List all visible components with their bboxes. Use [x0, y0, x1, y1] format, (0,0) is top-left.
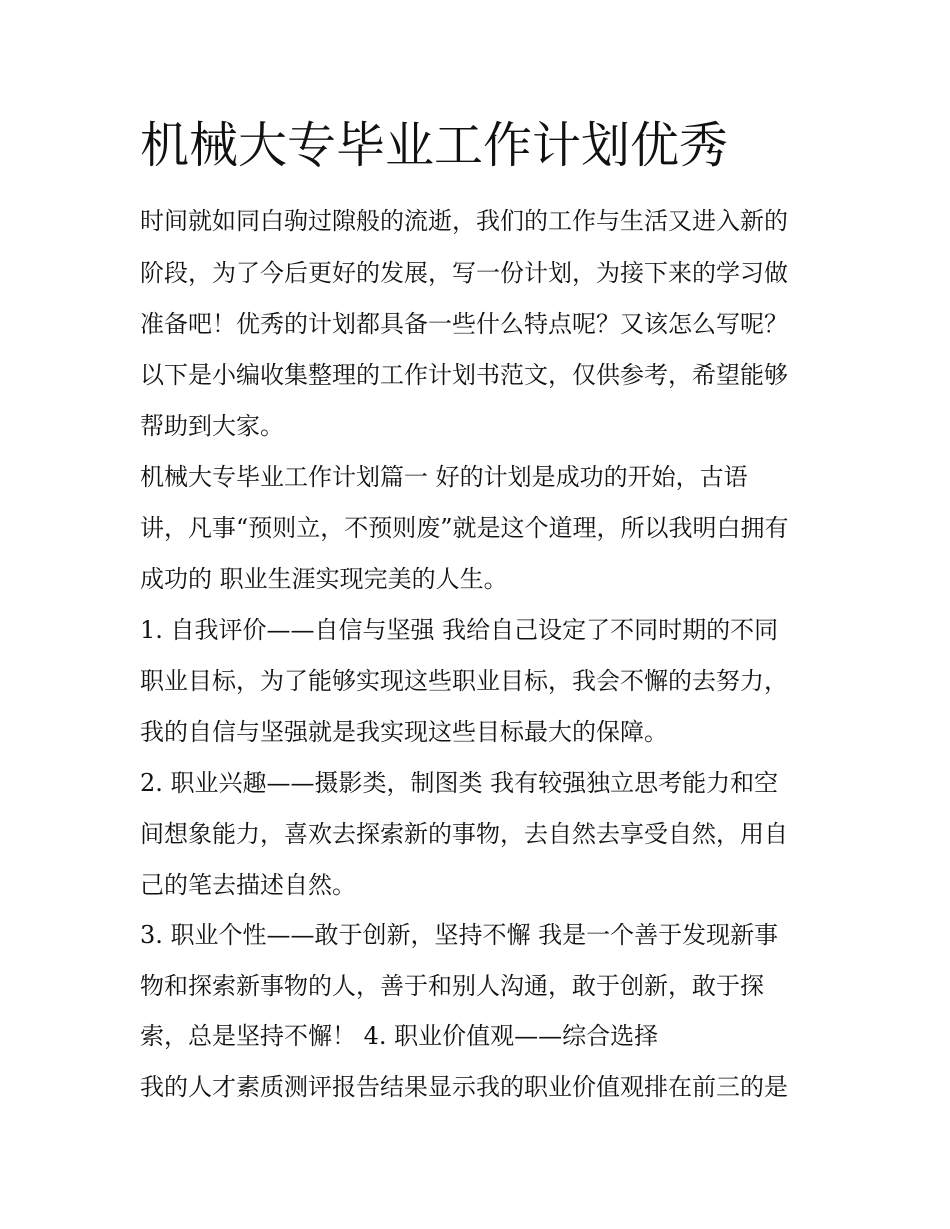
paragraph-line: 讲，凡事“预则立，不预则废”就是这个道理，所以我明白拥有 — [140, 514, 789, 542]
paragraph-line: 索，总是坚持不懈！ 4. 职业价值观——综合选择 — [140, 1022, 659, 1050]
paragraph-line: 1. 自我评价——自信与坚强 我给自己设定了不同时期的不同 — [140, 616, 779, 644]
paragraph-line: 以下是小编收集整理的工作计划书范文，仅供参考，希望能够 — [140, 361, 788, 389]
paragraph-line: 我的自信与坚强就是我实现这些目标最大的保障。 — [140, 718, 668, 746]
paragraph-line: 机械大专毕业工作计划篇一 好的计划是成功的开始，古语 — [140, 463, 748, 491]
paragraph-line: 成功的 职业生涯实现完美的人生。 — [140, 565, 508, 593]
paragraph-line: 己的笔去描述自然。 — [140, 871, 356, 899]
paragraph-line: 准备吧！优秀的计划都具备一些什么特点呢？又该怎么写呢？ — [140, 310, 788, 338]
paragraph-line: 帮助到大家。 — [140, 412, 284, 440]
paragraph-line: 物和探索新事物的人，善于和别人沟通，敢于创新，敢于探 — [140, 972, 764, 1000]
paragraph-line: 间想象能力，喜欢去探索新的事物，去自然去享受自然，用自 — [140, 820, 788, 848]
paragraph-line: 3. 职业个性——敢于创新，坚持不懈 我是一个善于发现新事 — [140, 921, 779, 949]
document-title: 机械大专毕业工作计划优秀 — [140, 117, 729, 174]
paragraph-line: 时间就如同白驹过隙般的流逝，我们的工作与生活又进入新的 — [140, 207, 788, 235]
paragraph-line: 阶段，为了今后更好的发展，写一份计划，为接下来的学习做 — [140, 259, 788, 287]
paragraph-line: 2. 职业兴趣——摄影类，制图类 我有较强独立思考能力和空 — [140, 769, 779, 797]
paragraph-line: 我的人才素质测评报告结果显示我的职业价值观排在前三的是 — [140, 1073, 788, 1101]
paragraph-line: 职业目标，为了能够实现这些职业目标，我会不懈的去努力， — [140, 667, 788, 695]
